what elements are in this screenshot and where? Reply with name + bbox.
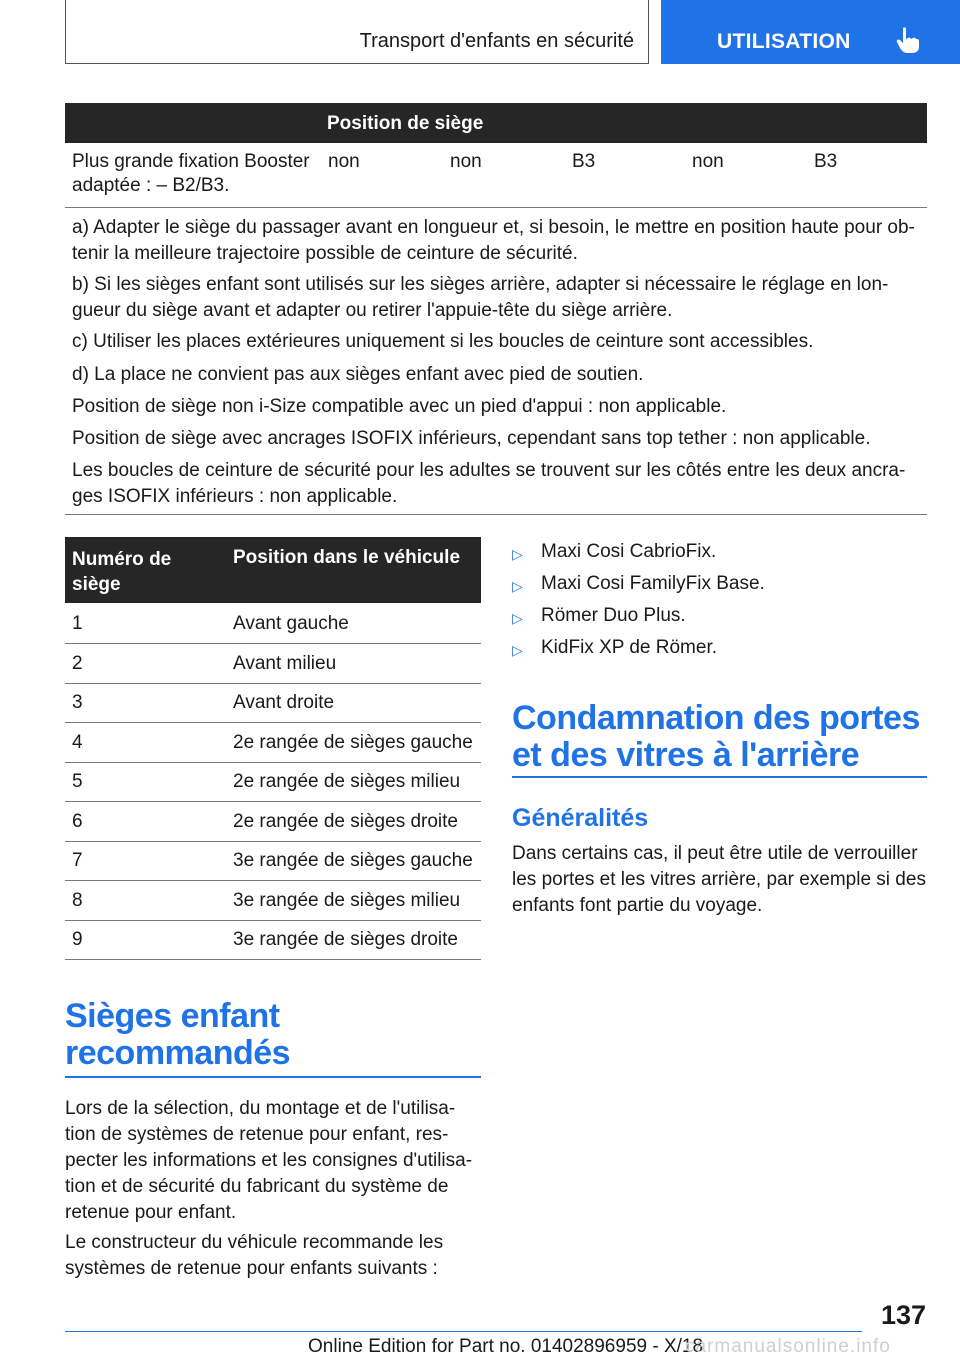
seat-position: Avant milieu [233,652,337,674]
seat-position: 3e rangée de sièges milieu [233,889,461,911]
watermark: carmanualsonline.info [685,1336,891,1357]
locking-title: Condamnation des portes et des vitres à l'arrière [512,699,920,774]
recommended-seats-title: Sièges enfant recommandés [65,997,291,1072]
seat-number: 3 [72,692,83,713]
position-value: B3 [814,151,838,172]
seat-position: 2e rangée de sièges milieu [233,771,461,792]
locking-paragraph: Dans certains cas, il peut être utile de verrouiller les portes et les vitres arrière, par exemple si des enfants font partie du voyage. [512,843,926,916]
chapter-tab[interactable] [661,0,960,64]
seat-table-header [65,537,481,603]
seat-position: Avant gauche [233,613,349,634]
seat-position: 2e rangée de sièges gauche [233,731,473,753]
table-row [65,802,481,842]
recommended-paragraph-1: Lors de la sélection, du montage et de l'utilisa-tion de systèmes de retenue pour enfant, res-pecter les informations et les consignes d'utilisa-tion et de sécurité du fabricant du système de retenue pour enfant. [65,1098,473,1223]
seat-position: Avant droite [233,692,335,713]
note-i-size: Position de siège non i-Size compatible avec un pied d'appui : non applicable. [72,396,727,417]
table-row [65,683,481,723]
note-c: c) Utiliser les places extérieures uniquement si les boucles de ceinture sont accessibles. [72,331,814,352]
seat-number: 5 [72,771,83,792]
note-d: d) La place ne convient pas aux sièges enfant avec pied de soutien. [72,364,644,385]
position-value: non [692,151,724,172]
table-row [65,762,481,802]
seat-number: 4 [72,731,83,753]
seat-position: 3e rangée de sièges droite [233,929,458,950]
position-value: non [328,151,360,172]
table-row [65,920,481,960]
triangle-bullet-icon: ▷ [512,546,523,562]
note-b: b) Si les sièges enfant sont utilisés sur les sièges arrière, adapter si nécessaire le réglage en lon-gueur du siège avant et adapter ou retirer l'appuie-tête du siège arrière. [72,274,889,321]
section-header [65,0,649,64]
position-table-header: Position de siège [65,103,927,143]
divider [65,514,927,515]
seat-number: 2 [72,652,83,674]
position-value: B3 [572,151,596,172]
seat-number: 8 [72,889,83,911]
table-row [65,881,481,921]
footer-divider [65,1331,862,1332]
position-value: non [450,151,482,172]
note-isofix: Position de siège avec ancrages ISOFIX inférieurs, cependant sans top tether : non applicable. [72,428,871,449]
table-row [65,841,481,881]
note-a: a) Adapter le siège du passager avant en longueur et, si besoin, le mettre en position haute pour ob-tenir la meilleure trajectoire possible de ceinture de sécurité. [72,217,915,264]
seat-position-column: Position dans le véhicule [233,547,461,568]
triangle-bullet-icon: ▷ [512,578,523,594]
section-title: Transport d'enfants en sécurité [359,30,634,52]
general-subtitle: Généralités [512,804,649,832]
chapter-title: UTILISATION [717,30,851,53]
position-row-label: Plus grande fixation Booster adaptée : – B2/B3. [72,151,310,196]
seat-number: 7 [72,850,83,871]
triangle-bullet-icon: ▷ [512,642,523,658]
title-underline [65,1076,481,1078]
page-number: 137 [880,1300,926,1330]
edition-text: Online Edition for Part no. 01402896959 - X/18 [308,1336,704,1357]
title-underline [512,776,927,778]
footer [308,1336,891,1358]
seat-number: 9 [72,929,83,950]
divider [65,207,927,208]
seat-number: 1 [72,613,83,634]
seat-number: 6 [72,810,83,832]
seat-position: 3e rangée de sièges gauche [233,850,473,871]
table-row [65,723,481,763]
seat-number-column: Numéro de siège [72,549,172,595]
triangle-bullet-icon: ▷ [512,610,523,626]
seat-position: 2e rangée de sièges droite [233,810,458,832]
hand-pointer-icon [895,26,921,54]
recommended-paragraph-2: Le constructeur du véhicule recommande les systèmes de retenue pour enfants suivants : [65,1232,444,1279]
note-buckles: Les boucles de ceinture de sécurité pour les adultes se trouvent sur les côtés entre les deux ancra-ges ISOFIX inférieurs : non applicable. [72,460,906,507]
table-row [65,644,481,684]
table-row [65,604,481,644]
